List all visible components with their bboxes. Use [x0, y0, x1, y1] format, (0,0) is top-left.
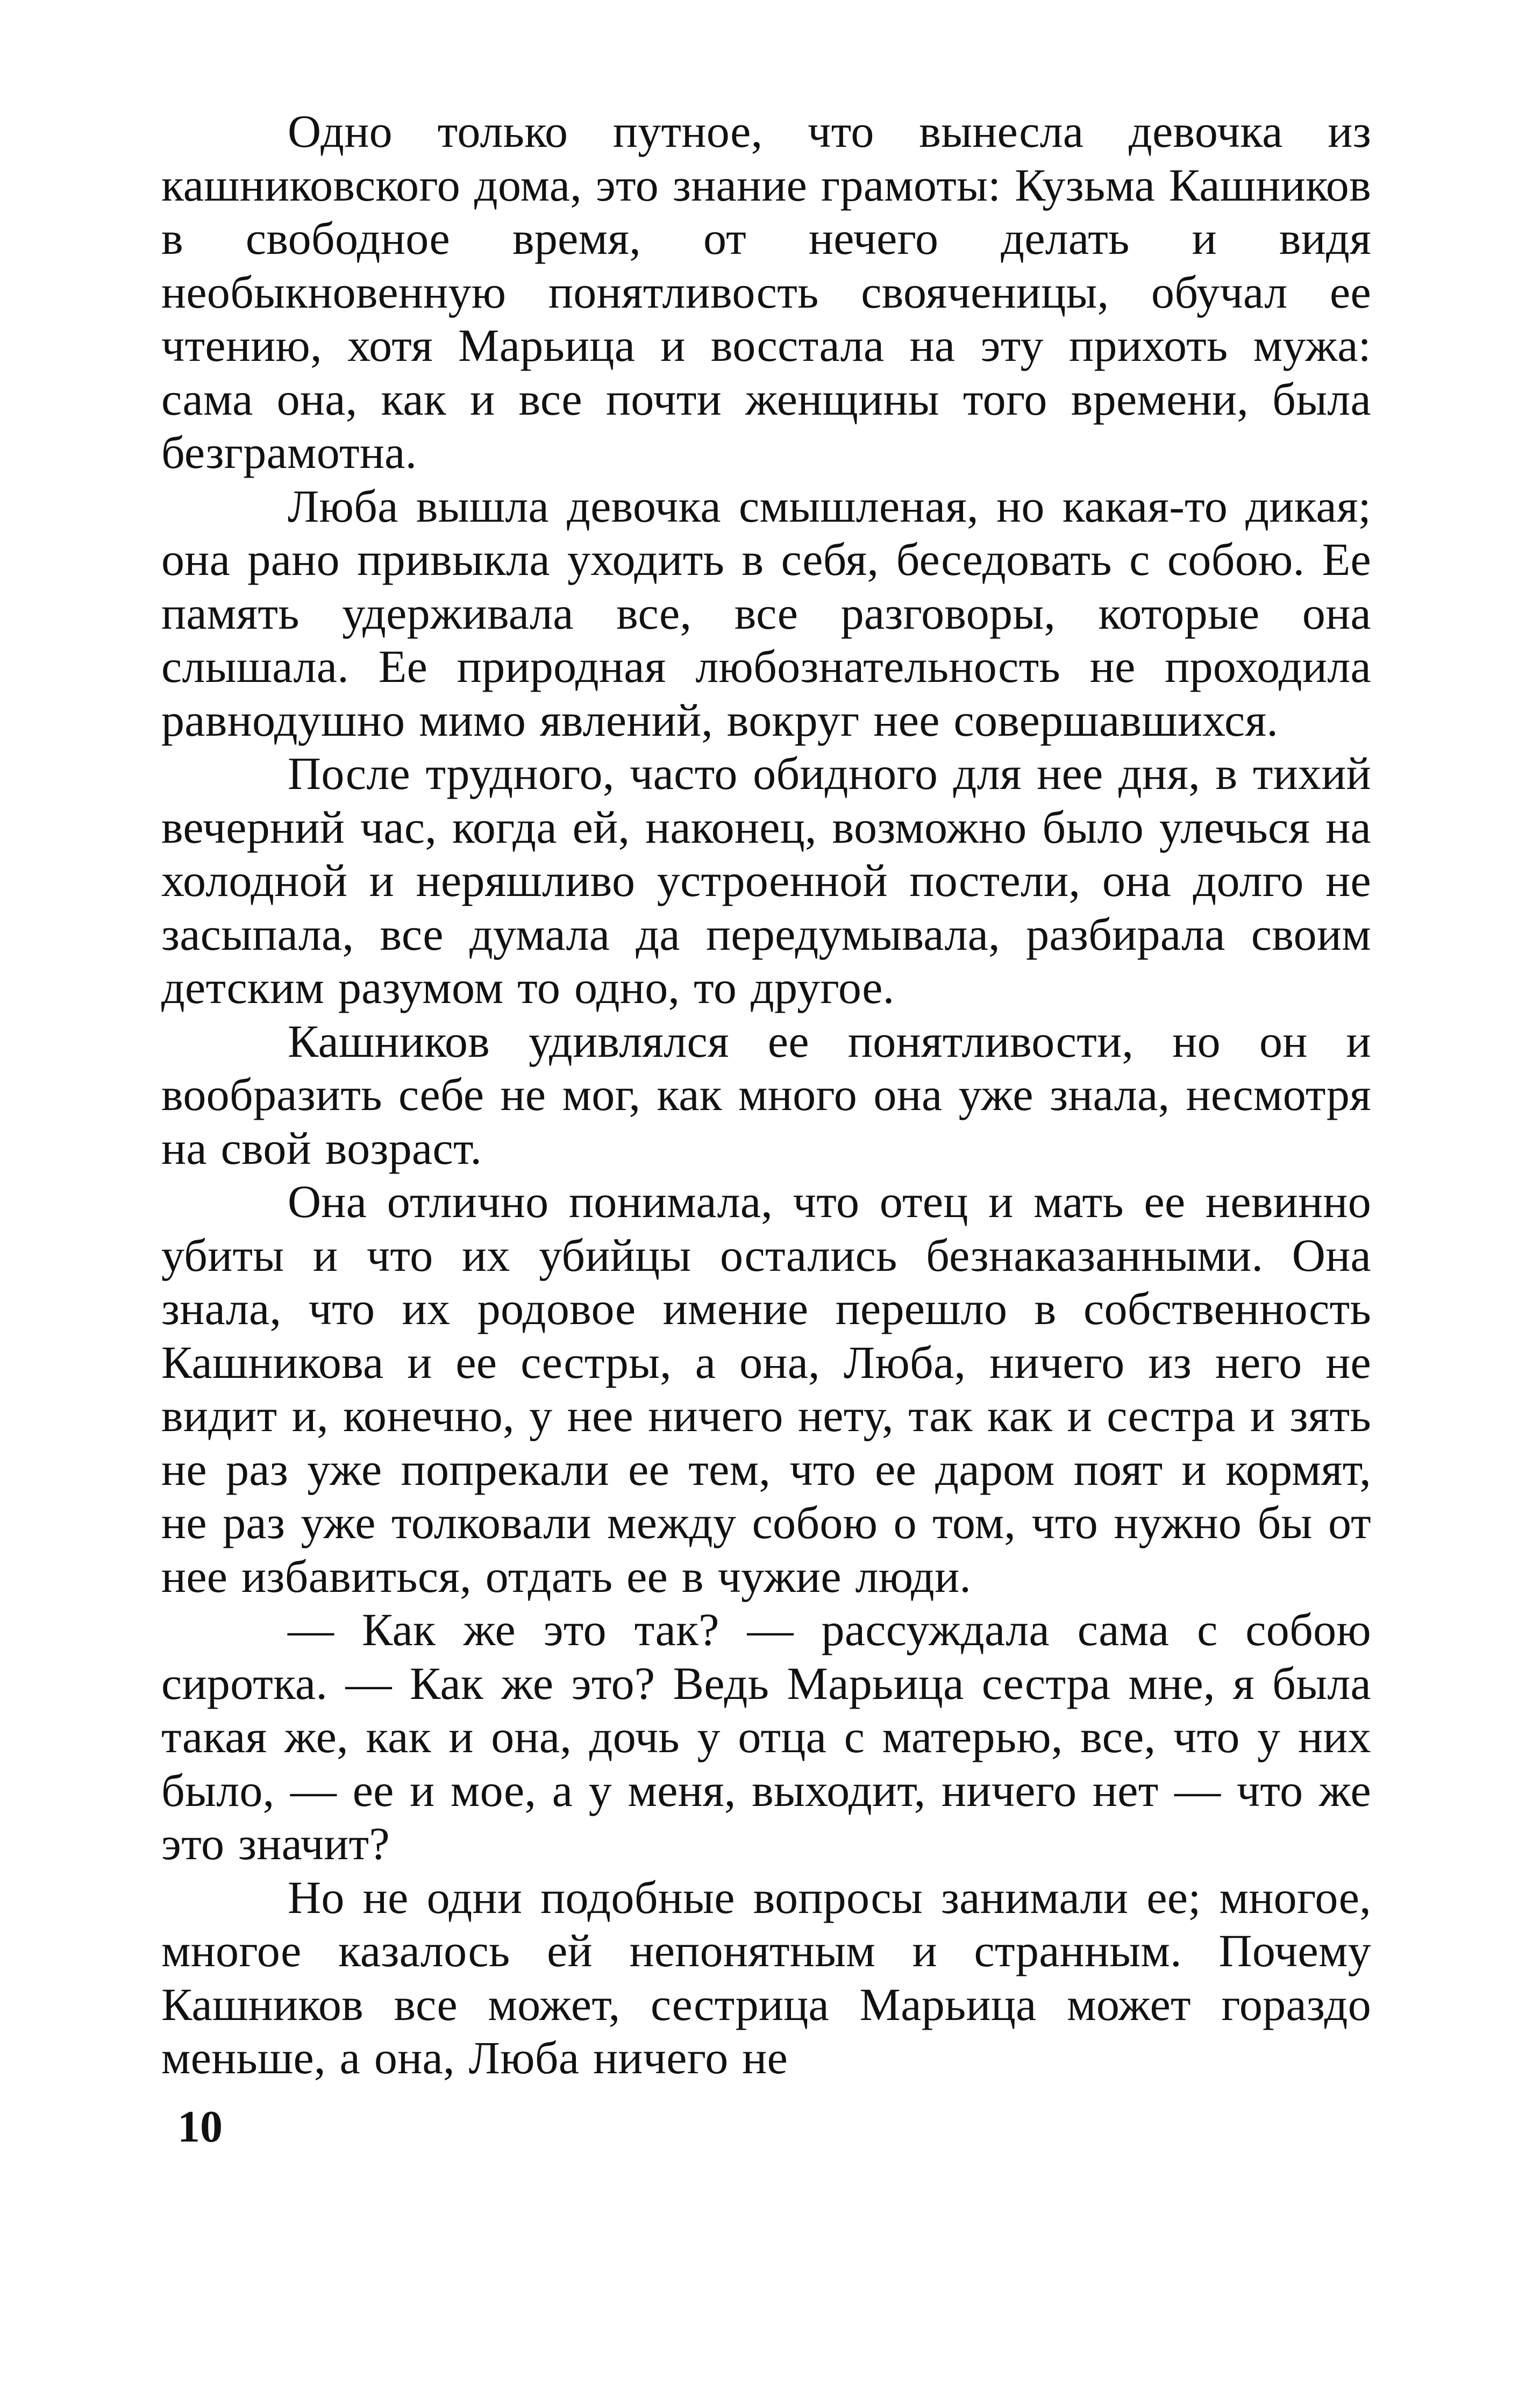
- paragraph-6: — Как же это так? — рассуждала сама с собою сиротка. — Как же это? Ведь Марьица сестра мне, я была такая же, как и она, дочь у отца с матерью, все, что у них было, — ее и мое, а у меня, выходит, ничего нет — что же это значит?: [161, 1604, 1371, 1869]
- paragraph-1: Одно только путное, что вынесла девочка из кашниковского дома, это знание грамоты: Кузьма Кашников в свободное время, от нечего делать и видя необыкновенную понятливость свояченицы, обучал ее чтению, хотя Марьица и восстала на эту прихоть мужа: сама она, как и все почти женщины того времени, была безграмотна.: [161, 105, 1371, 478]
- paragraph-4: Кашников удивлялся ее понятливости, но он и вообразить себе не мог, как много она уже знала, несмотря на свой возраст.: [161, 1015, 1371, 1174]
- page-number: 10: [177, 2102, 223, 2152]
- paragraph-7: Но не одни подобные вопросы занимали ее; многое, многое казалось ей непонятным и странным. Почему Кашников все может, сестрица Марьица может гораздо меньше, а она, Люба ничего не: [161, 1871, 1371, 2083]
- book-page: [161, 105, 1371, 2310]
- paragraph-2: Люба вышла девочка смышленая, но какая-то дикая; она рано привыкла уходить в себя, беседовать с собою. Ее память удерживала все, все разговоры, которые она слышала. Ее природная любознательность не проходила равнодушно мимо явлений, вокруг нее совершавшихся.: [161, 480, 1371, 746]
- paragraph-3: После трудного, часто обидного для нее дня, в тихий вечерний час, когда ей, наконец, возможно было улечься на холодной и неряшливо устроенной постели, она долго не засыпала, все думала да передумывала, разбирала своим детским разумом то одно, то другое.: [161, 748, 1371, 1013]
- paragraph-5: Она отлично понимала, что отец и мать ее невинно убиты и что их убийцы остались безнаказанными. Она знала, что их родовое имение перешло в собственность Кашникова и ее сестры, а она, Люба, ничего из него не видит и, конечно, у нее ничего нету, так как и сестра и зять не раз уже попрекали ее тем, что ее даром поят и кормят, не раз уже толковали между собою о том, что нужно бы от нее избавиться, отдать ее в чужие люди.: [161, 1176, 1371, 1602]
